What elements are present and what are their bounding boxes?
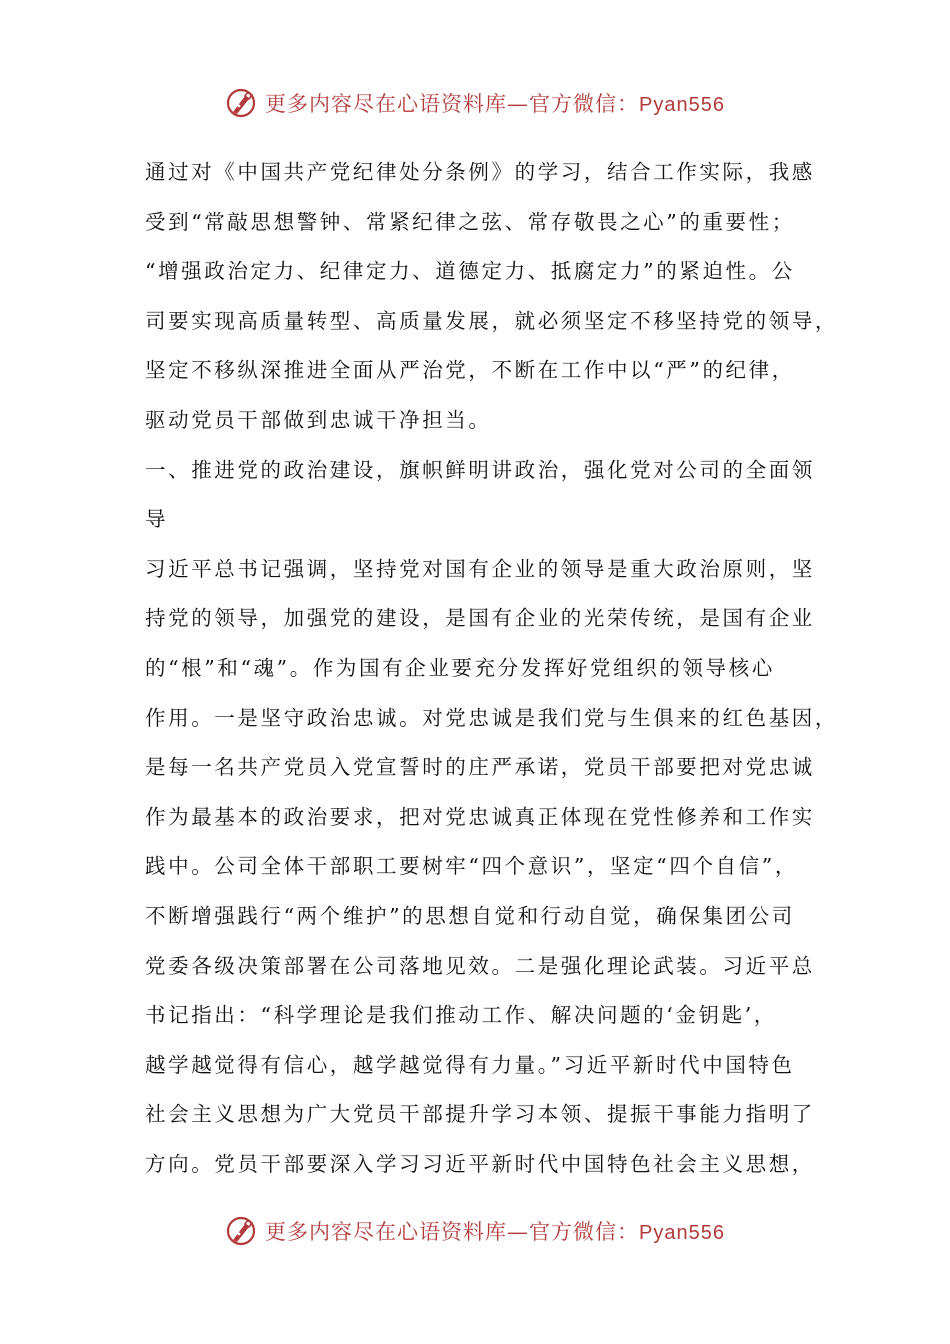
- text-line: 驱动党员干部做到忠诚干净担当。: [145, 407, 492, 432]
- text-line: 方向。党员干部要深入学习习近平新时代中国特色社会主义思想，: [145, 1151, 815, 1176]
- text-line: “增强政治定力、纪律定力、道德定力、抵腐定力”的紧迫性。公: [145, 259, 795, 284]
- section-heading: 导: [145, 507, 169, 532]
- text-line: 不断增强践行“两个维护”的思想自觉和行动自觉，确保集团公司: [145, 903, 795, 928]
- pen-nib-logo-icon: [225, 1215, 257, 1247]
- text-line: 党委各级决策部署在公司落地见效。二是强化理论武装。习近平总: [145, 953, 815, 978]
- banner-text: 更多内容尽在心语资料库—官方微信：Pyan556: [265, 1220, 725, 1244]
- banner-text: 更多内容尽在心语资料库—官方微信：Pyan556: [265, 92, 725, 116]
- text-line: 通过对《中国共产党纪律处分条例》的学习，结合工作实际，我感: [145, 160, 815, 184]
- header-banner: [0, 83, 950, 123]
- text-line: 社会主义思想为广大党员干部提升学习本领、提振干事能力指明了: [145, 1102, 815, 1127]
- text-line: 司要实现高质量转型、高质量发展，就必须坚定不移坚持党的领导，: [145, 308, 838, 333]
- text-line: 作用。一是坚守政治忠诚。对党忠诚是我们党与生俱来的红色基因，: [145, 705, 838, 730]
- text-line: 是每一名共产党员入党宣誓时的庄严承诺，党员干部要把对党忠诚: [145, 755, 815, 780]
- text-line: 的“根”和“魂”。作为国有企业要充分发挥好党组织的领导核心: [145, 655, 775, 680]
- text-line: 书记指出：“科学理论是我们推动工作、解决问题的‘金钥匙’，: [145, 1003, 777, 1028]
- wechat-id: Pyan556: [639, 1222, 725, 1244]
- text-line: 越学越觉得有信心，越学越觉得有力量。”习近平新时代中国特色: [145, 1052, 795, 1077]
- pen-nib-logo-icon: [225, 87, 257, 119]
- wechat-id: Pyan556: [639, 94, 725, 116]
- text-line: 持党的领导，加强党的建设，是国有企业的光荣传统，是国有企业: [145, 606, 815, 631]
- section-heading: 一、推进党的政治建设，旗帜鲜明讲政治，强化党对公司的全面领: [145, 457, 815, 482]
- text-line: 习近平总书记强调，坚持党对国有企业的领导是重大政治原则，坚: [145, 556, 815, 581]
- text-line: 作为最基本的政治要求，把对党忠诚真正体现在党性修养和工作实: [145, 804, 815, 829]
- text-line: 坚定不移纵深推进全面从严治党，不断在工作中以“严”的纪律，: [145, 358, 795, 383]
- text-line: 受到“常敲思想警钟、常紧纪律之弦、常存敬畏之心”的重要性；: [145, 209, 795, 234]
- document-body: [145, 148, 838, 1189]
- footer-banner: [0, 1211, 950, 1251]
- text-line: 践中。公司全体干部职工要树牢“四个意识”，坚定“四个自信”，: [145, 854, 798, 879]
